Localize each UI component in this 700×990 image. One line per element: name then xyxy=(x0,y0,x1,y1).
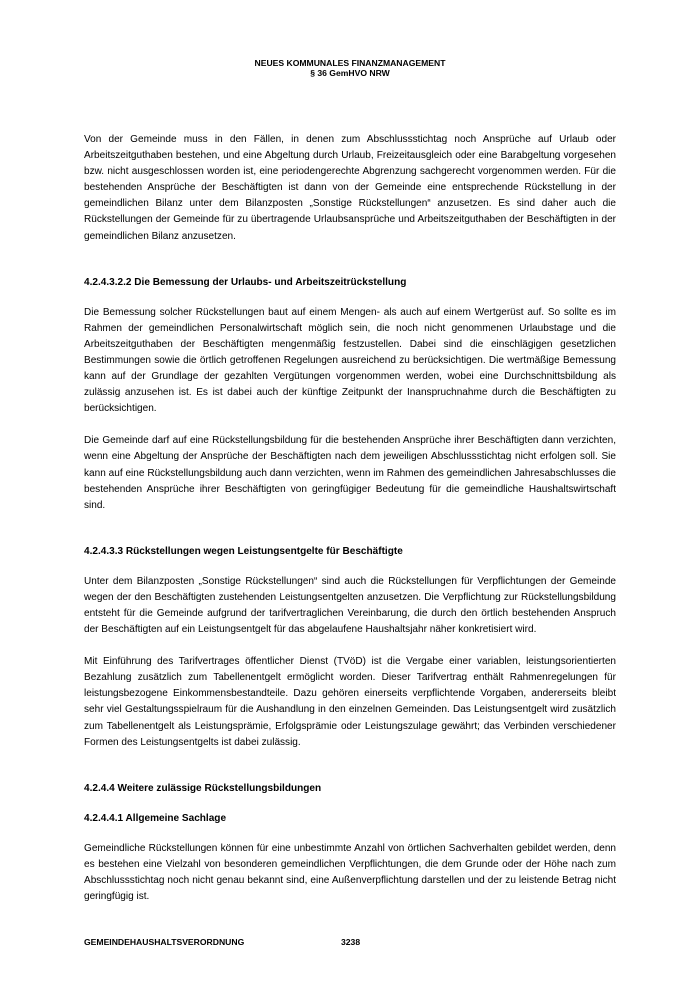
paragraph: Die Bemessung solcher Rückstellungen baut auf einem Mengen- als auch auf einem Wertgerüst auf. So sollte es im Rahmen der gemeindlichen Personalwirtschaft möglich sein, die noch nicht genommenen Urlaubstage und die Arbeitszeitguthaben der Beschäftigten mengenmäßig festzustellen. Dabei sind die einschlägigen gesetzlichen Bestimmungen sowie die örtlich getroffenen Regelungen ausreichend zu berücksichtigen. Die wertmäßige Bemessung kann auf der Grundlage der gezahlten Vergütungen vorgenommen werden, wobei eine Durchschnittsbildung als zulässig anzusehen ist. Es ist dabei auch der künftige Zeitpunkt der Inanspruchnahme durch die Beschäftigten zu berücksichtigen. xyxy=(84,306,616,415)
page-number: 3238 xyxy=(341,937,361,947)
paragraph: Mit Einführung des Tarifvertrages öffentlicher Dienst (TVöD) ist die Vergabe einer variablen, leistungsorientierten Bezahlung zusätzlich zum Tabellenentgelt ermöglicht worden. Dieser Tarifvertrag enthält Rahmenregelungen für leistungsbezogene Einkommensbestandteile. Dazu gehören einerseits verpflichtende Vorgaben, andererseits bleibt sehr viel Gestaltungsspielraum für die Aushandlung in den einzelnen Gemeinden. Das Leistungsentgelt wird zusätzlich zum Tabellenentgelt als Leistungsprämie, Erfolgsprämie oder Leistungszulage gewährt; das Verbinden verschiedener Formen des Leistungsentgelts ist dabei zulässig. xyxy=(84,656,616,748)
paragraph: Die Gemeinde darf auf eine Rückstellungsbildung für die bestehenden Ansprüche ihrer Beschäftigten dann verzichten, wenn eine Abgeltung der Ansprüche der Beschäftigten nach dem jeweiligen Abschlussstichtag nicht erfolgen soll. Sie kann auf eine Rückstellungsbildung auch dann verzichten, wenn im Rahmen des gemeindlichen Jahresabschlusses die bestehenden Ansprüche ihrer Beschäftigten von geringfügiger Bedeutung für die gemeindliche Haushaltswirtschaft sind. xyxy=(84,435,616,511)
section-heading: 4.2.4.4 Weitere zulässige Rückstellungsbildungen xyxy=(84,782,322,794)
page-footer xyxy=(84,937,616,947)
header-section: § 36 GemHVO NRW xyxy=(310,68,390,78)
footer-title: GEMEINDEHAUSHALTSVERORDNUNG xyxy=(84,937,245,947)
paragraph: Von der Gemeinde muss in den Fällen, in denen zum Abschlussstichtag noch Ansprüche auf Urlaub oder Arbeitszeitguthaben bestehen, und eine Abgeltung durch Urlaub, Freizeitausgleich oder eine Barabgeltung vorgesehen bzw. nicht ausgeschlossen worden ist, eine periodengerechte Abgrenzung sachgerecht vorgenommen werden. Für die bestehenden Ansprüche der Beschäftigten ist dann von der Gemeinde eine entsprechende Rückstellung in der gemeindlichen Bilanz unter dem Bilanzposten „Sonstige Rückstellungen“ anzusetzen. Es sind daher auch die Rückstellungen der Gemeinde für zu übertragende Urlaubsansprüche und Arbeitszeitguthaben der Beschäftigten in der gemeindlichen Bilanz anzusetzen. xyxy=(84,134,616,242)
document-body xyxy=(84,132,616,905)
paragraph: Unter dem Bilanzposten „Sonstige Rückstellungen“ sind auch die Rückstellungen für Verpflichtungen der Gemeinde wegen der den Beschäftigten zustehenden Leistungsentgelten anzusetzen. Die Verpflichtung zur Rückstellungsbildung entsteht für die Gemeinde aufgrund der tarifvertraglichen Vereinbarung, die durch den örtlich bestehenden Anspruch der Beschäftigten auf ein Leistungsentgelt für das abgelaufene Haushaltsjahr näher konkretisiert wird. xyxy=(84,575,616,636)
paragraph: Gemeindliche Rückstellungen können für eine unbestimmte Anzahl von örtlichen Sachverhalten gebildet werden, denn es bestehen eine Vielzahl von besonderen gemeindlichen Verpflichtungen, die dem Grunde oder der Höhe nach zum Abschlussstichtag noch nicht genau bekannt sind, eine Außenverpflichtung darstellen und der zu leistende Betrag nicht geringfügig ist. xyxy=(84,842,616,902)
page-header xyxy=(0,58,700,78)
section-heading: 4.2.4.3.2.2 Die Bemessung der Urlaubs- und Arbeitszeitrückstellung xyxy=(84,276,407,288)
header-title: NEUES KOMMUNALES FINANZMANAGEMENT xyxy=(254,58,446,68)
subsection-heading: 4.2.4.4.1 Allgemeine Sachlage xyxy=(84,812,227,824)
section-heading: 4.2.4.3.3 Rückstellungen wegen Leistungsentgelte für Beschäftigte xyxy=(84,545,403,557)
